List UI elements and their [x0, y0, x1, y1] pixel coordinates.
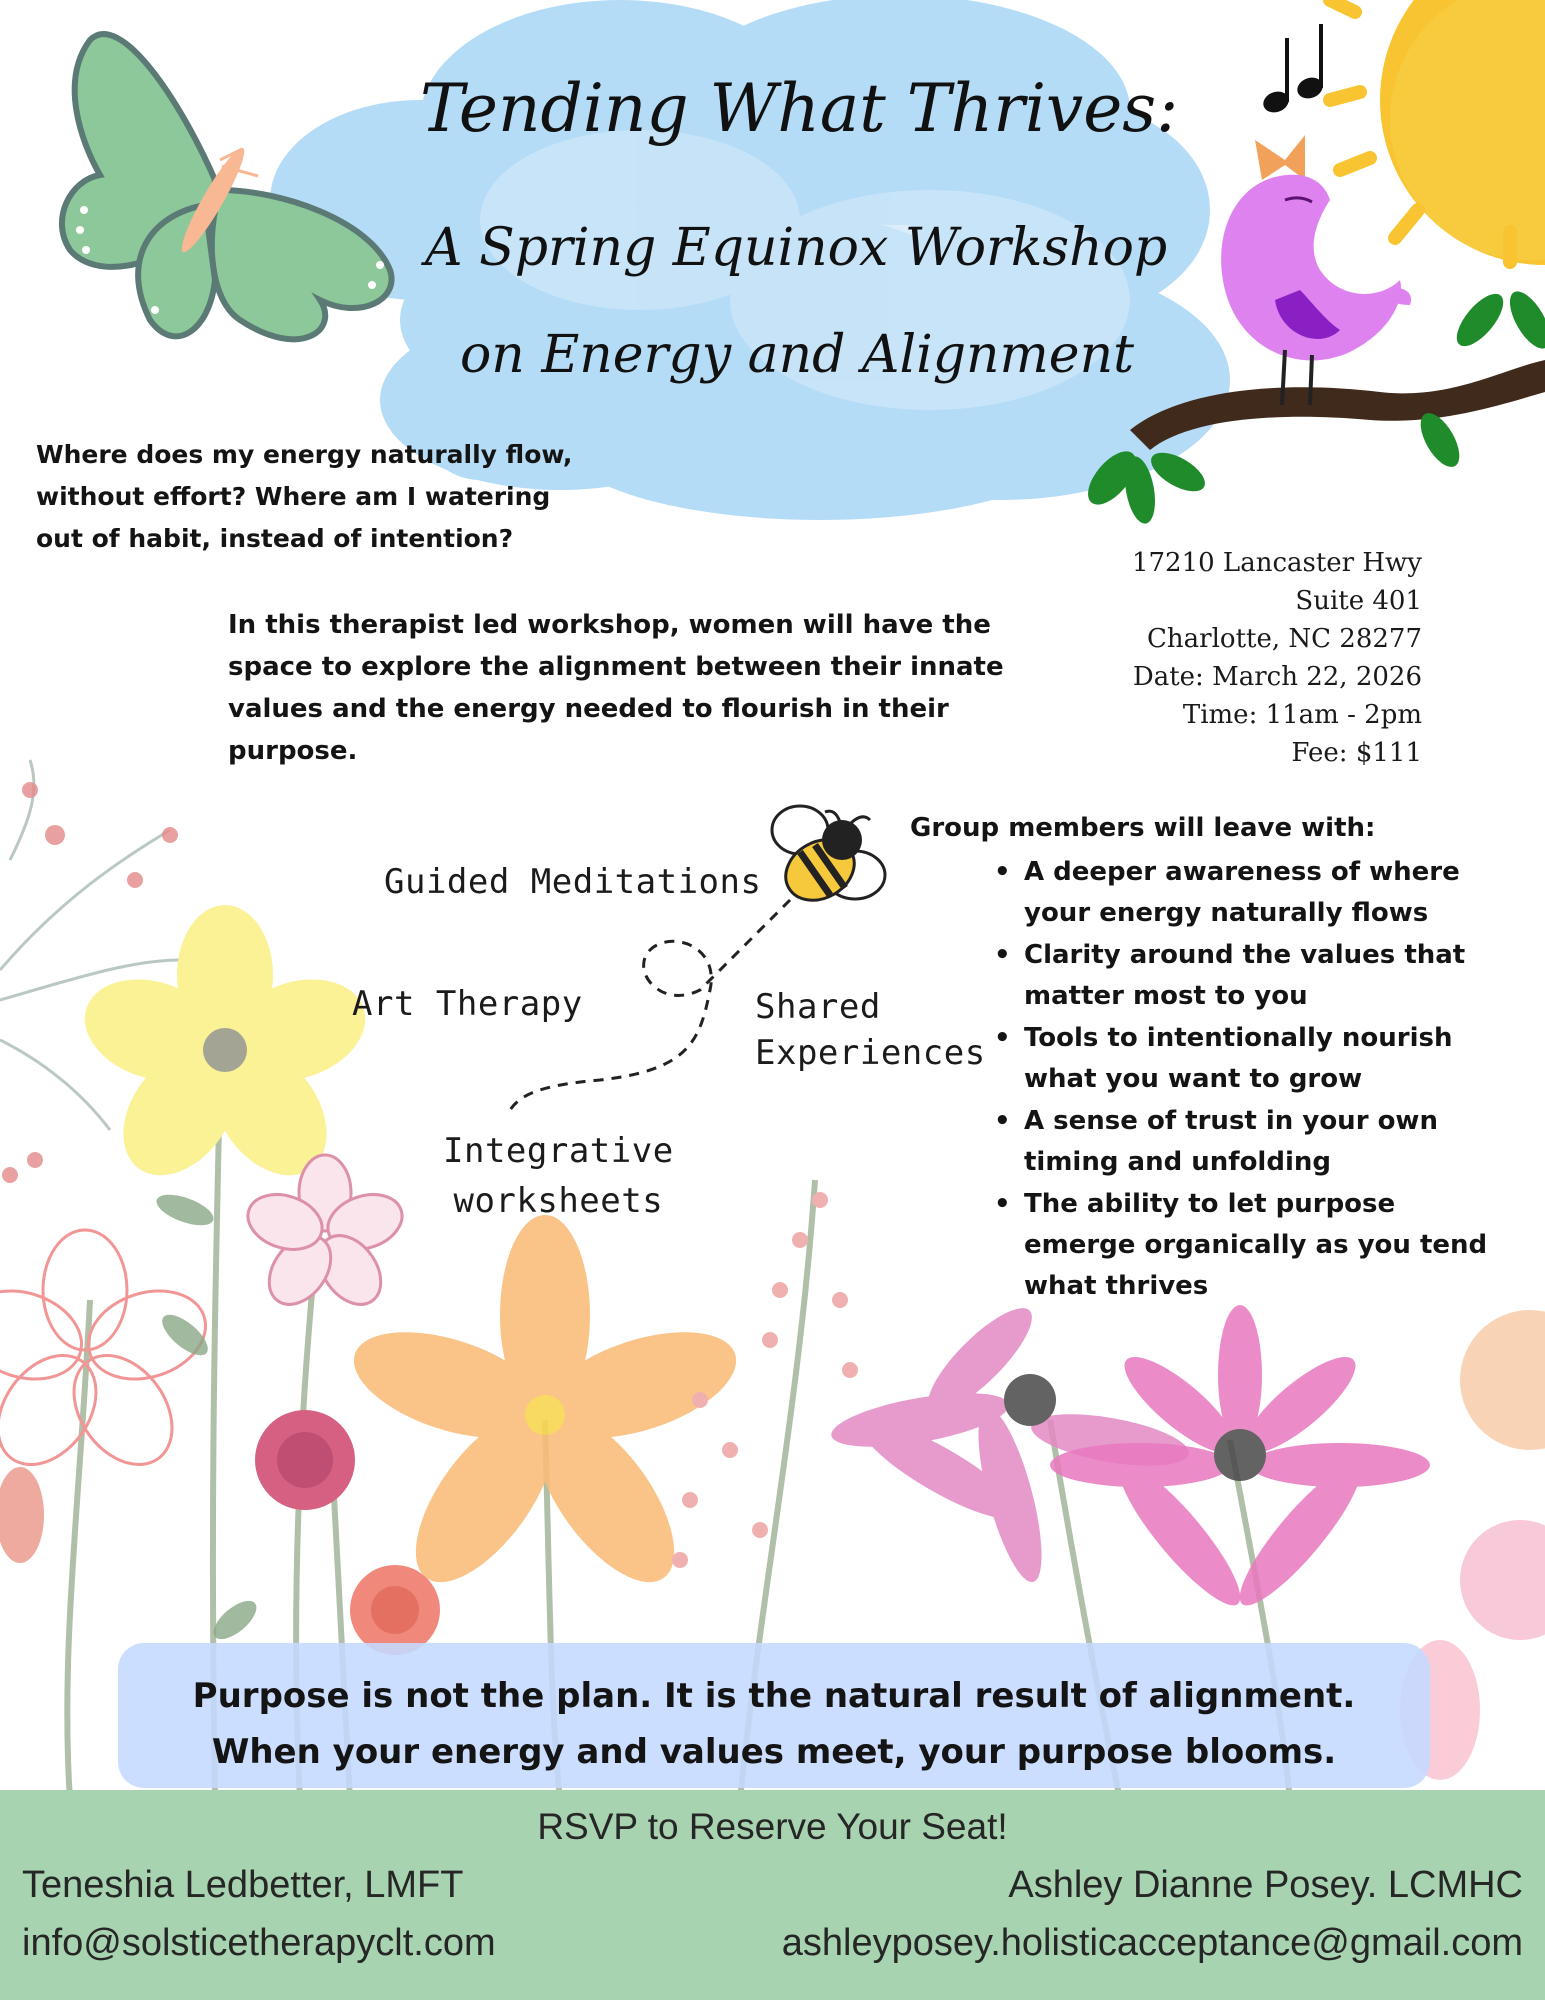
- bee-illustration: [772, 806, 885, 912]
- benefit-item: • A sense of trust in your own timing and unfolding: [1024, 1101, 1490, 1183]
- sun-illustration: [1330, 0, 1545, 265]
- activity-art-therapy: Art Therapy: [352, 984, 583, 1024]
- purpose-quote: [118, 1668, 1430, 1780]
- benefit-item: • Tools to intentionally nourish what you want to grow: [1024, 1018, 1490, 1100]
- activity-shared-line-2: Experiences: [755, 1033, 986, 1073]
- title-line-2: A Spring Equinox Workshop: [425, 218, 1168, 278]
- benefit-item: • A deeper awareness of where your energy naturally flows: [1024, 852, 1490, 934]
- quote-line-2: When your energy and values meet, your purpose blooms.: [211, 1732, 1337, 1772]
- contact-1-email[interactable]: info@solsticetherapyclt.com: [22, 1922, 496, 1964]
- activity-shared-line-1: Shared: [755, 987, 881, 1027]
- benefit-item: • The ability to let purpose emerge organically as you tend what thrives: [1024, 1184, 1490, 1307]
- address-line-1: 17210 Lancaster Hwy: [1131, 548, 1422, 578]
- reflection-question: Where does my energy naturally flow, without effort? Where am I watering out of habit, instead of intention?: [36, 440, 573, 553]
- activity-guided-meditations: Guided Meditations: [384, 862, 762, 902]
- benefits-heading: Group members will leave with:: [910, 813, 1376, 843]
- activity-integrative-worksheets: [443, 1126, 674, 1226]
- rsvp-text: RSVP to Reserve Your Seat!: [537, 1806, 1008, 1847]
- address-line-2: Suite 401: [1295, 586, 1422, 616]
- title-line-3: on Energy and Alignment: [460, 325, 1134, 385]
- contact-1-name: Teneshia Ledbetter, LMFT: [22, 1864, 464, 1906]
- workshop-intro: In this therapist led workshop, women will have the space to explore the alignment between their innate values and the energy needed to flourish in their purpose.: [228, 610, 1004, 766]
- contact-2-name: Ashley Dianne Posey. LCMHC: [1008, 1864, 1523, 1906]
- quote-line-1: Purpose is not the plan. It is the natural result of alignment.: [192, 1676, 1356, 1716]
- benefits-list: [910, 852, 1490, 1307]
- event-date: Date: March 22, 2026: [1132, 662, 1422, 692]
- address-line-3: Charlotte, NC 28277: [1147, 624, 1422, 654]
- event-fee: Fee: $111: [1291, 738, 1422, 768]
- benefit-item: • Clarity around the values that matter most to you: [1024, 935, 1490, 1017]
- benefits-section: [910, 808, 1490, 1308]
- event-time: Time: 11am - 2pm: [1182, 700, 1422, 730]
- activity-integrative-line-1: Integrative: [443, 1131, 674, 1171]
- title-line-1: Tending What Thrives:: [420, 70, 1179, 147]
- event-info: [1002, 544, 1422, 772]
- activity-integrative-line-2: worksheets: [453, 1181, 664, 1221]
- contact-2-email[interactable]: ashleyposey.holisticacceptance@gmail.com: [781, 1922, 1523, 1964]
